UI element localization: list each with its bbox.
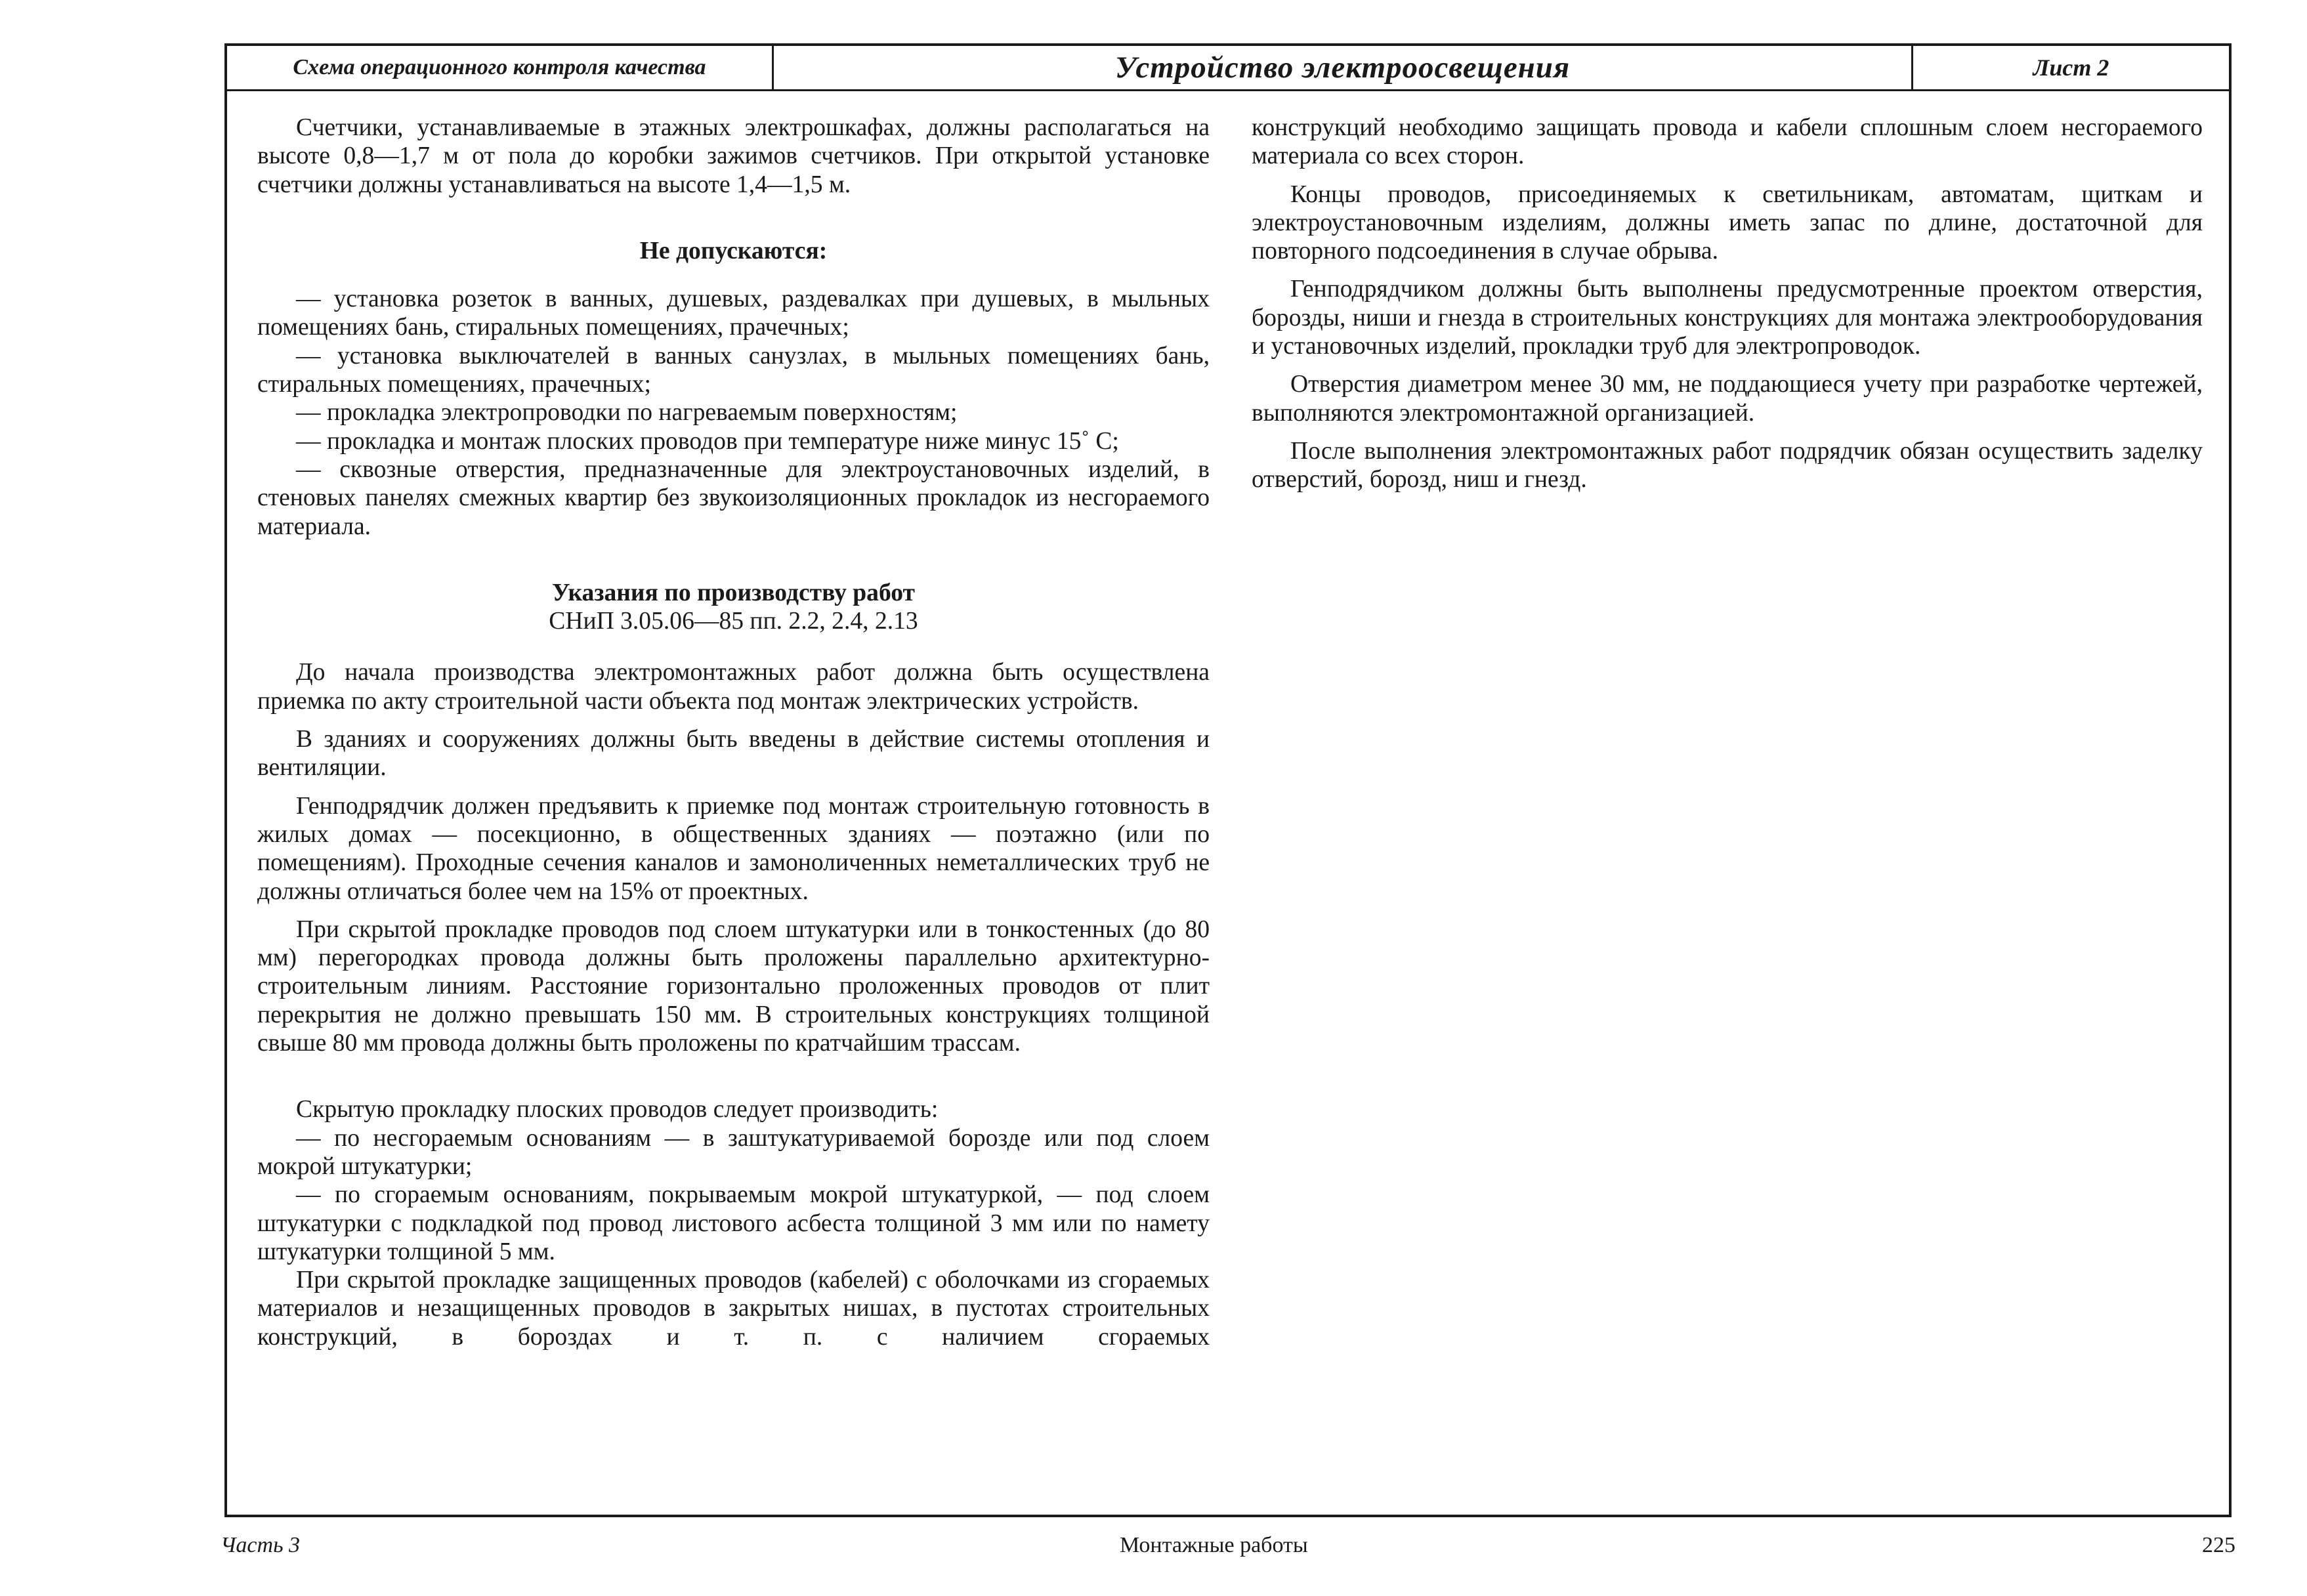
paragraph: Генподрядчик должен предъявить к приемке под монтаж строительную готовность в жилых домах — посекционно, в общественных зданиях — поэтажно (или по помещениям). Проходные сечения каналов и замоноличенных неметаллических труб не должны отличаться более чем на 15% от проектных. (257, 792, 1210, 905)
header-title: Устройство электроосвещения (774, 46, 1913, 89)
heading-not-allowed: Не допускаются: (639, 237, 828, 264)
page-frame (224, 43, 2232, 1517)
footer-part: Часть 3 (221, 1533, 301, 1557)
paragraph: Счетчики, устанавливаемые в этажных электрошкафах, должны располагаться на высоте 0,8—1,7 м от пола до коробки зажимов счетчиков. При открытой установке счетчики должны устанавливаться на высоте 1,4—1,5 м. (257, 114, 1210, 198)
list-item: — установка выключателей в ванных санузлах, в мыльных помещениях бань, стиральных помещениях, прачечных; (257, 342, 1210, 398)
list-item: — прокладка и монтаж плоских проводов при температуре ниже минус 15˚ С; (296, 427, 1119, 455)
paragraph: В зданиях и сооружениях должны быть введены в действие системы отопления и вентиляции. (257, 726, 1210, 782)
paragraph: При скрытой прокладке защищенных проводов (кабелей) с оболочками из сгораемых материалов и незащищенных проводов в закрытых нишах, в пустотах строительных конструкций, в бороздах и т. п. с наличием сгораемых (257, 1267, 1210, 1351)
paragraph: Генподрядчиком должны быть выполнены предусмотренные проектом отверстия, борозды, ниши и гнезда в строительных конструкциях для монтажа электрооборудования и установочных изделий, прокладки труб для электропроводок. (1252, 276, 2203, 360)
paragraph: Концы проводов, присоединяемых к светильникам, автоматам, щиткам и электроустановочным изделиям, должны иметь запас по длине, достаточной для повторного подсоединения в случае обрыва. (1252, 180, 2203, 265)
footer-section: Монтажные работы (1120, 1533, 1308, 1557)
header-sheet-number: Лист 2 (2033, 54, 2109, 81)
list-item: — сквозные отверстия, предназначенные для электроустановочных изделий, в стеновых панелях смежных квартир без звукоизоляционных прокладок из несгораемого материала. (257, 455, 1210, 540)
paragraph: конструкций необходимо защищать провода и кабели сплошным слоем несгораемого материала со всех сторон. (1252, 114, 2203, 170)
left-column (257, 114, 1210, 1351)
right-column (1252, 114, 2203, 494)
paragraph: Отверстия диаметром менее 30 мм, не поддающиеся учету при разработке чертежей, выполняются электромонтажной организацией. (1252, 371, 2203, 427)
paragraph: До начала производства электромонтажных работ должна быть осуществлена приемка по акту строительной части объекта под монтаж электрических устройств. (257, 659, 1210, 715)
paragraph: Скрытую прокладку плоских проводов следует производить: (296, 1096, 939, 1124)
list-item: — прокладка электропроводки по нагреваемым поверхностям; (296, 399, 958, 427)
header-table (227, 46, 2229, 91)
paragraph: При скрытой прокладке проводов под слоем штукатурки или в тонкостенных (до 80 мм) перегородках провода должны быть проложены параллельно архитектурно-строительным линиям. Расстояние горизонтально проложенных проводов от плит перекрытия не должно превышать 150 мм. В строительных конструкциях толщиной свыше 80 мм провода должны быть проложены по кратчайшим трассам. (257, 915, 1210, 1057)
subheading-snip: СНиП 3.05.06—85 пп. 2.2, 2.4, 2.13 (549, 608, 918, 635)
heading-instructions: Указания по производству работ (551, 579, 916, 606)
page-number: 225 (2202, 1533, 2235, 1557)
list-item: — по сгораемым основаниям, покрываемым мокрой штукатуркой, — под слоем штукатурки с подкладкой под провод листового асбеста толщиной 3 мм или по намету штукатурки толщиной 5 мм. (257, 1181, 1210, 1265)
paragraph: После выполнения электромонтажных работ подрядчик обязан осуществить заделку отверстий, борозд, ниш и гнезд. (1252, 437, 2203, 494)
list-item: — по несгораемым основаниям — в заштукатуриваемой борозде или под слоем мокрой штукатурки; (257, 1124, 1210, 1180)
header-scheme-label: Схема операционного контроля качества (227, 46, 774, 89)
list-item: — установка розеток в ванных, душевых, раздевалках при душевых, в мыльных помещениях бань, стиральных помещениях, прачечных; (257, 285, 1210, 341)
